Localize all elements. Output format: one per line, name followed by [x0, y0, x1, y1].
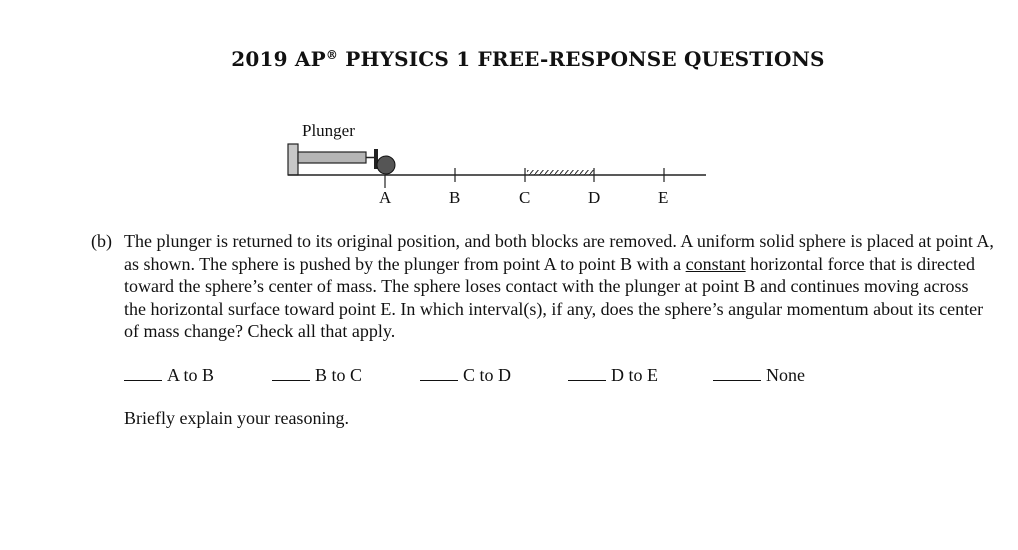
- explain-prompt: Briefly explain your reasoning.: [124, 408, 349, 428]
- choice-label: D to E: [611, 365, 658, 385]
- question-text-start: The plunger is returned to its original position, and both blocks are removed. A uniform solid sphere is placed at point A, as shown. The sphere is pushed by the plunger from point A to point B with a: [124, 231, 994, 274]
- choice-c-to-d[interactable]: [420, 365, 511, 386]
- sphere: [377, 156, 395, 174]
- choice-label: B to C: [315, 365, 363, 385]
- question-text-end: horizontal force that is directed toward the sphere’s center of mass. The sphere loses contact with the plunger at point B and continues moving across the horizontal surface toward point E. In which interval(s), if any, does the sphere’s angular momentum about its center of mass change? Check all that apply.: [124, 253, 984, 342]
- plunger-label: Plunger: [302, 121, 355, 140]
- title-prefix: 2019 AP: [231, 47, 326, 71]
- answer-blank[interactable]: [124, 365, 162, 381]
- answer-blank[interactable]: [713, 365, 761, 381]
- registered-mark: ®: [325, 48, 339, 62]
- choice-d-to-e[interactable]: [568, 365, 658, 386]
- underlined-constant: constant: [685, 253, 746, 274]
- plunger-housing: [288, 144, 298, 175]
- choice-a-to-b[interactable]: [124, 365, 214, 386]
- choice-label: A to B: [167, 365, 215, 385]
- choice-label: None: [766, 365, 805, 385]
- plunger-diagram: [0, 0, 1018, 215]
- point-label-c: C: [519, 188, 531, 207]
- answer-blank[interactable]: [420, 365, 458, 381]
- answer-blank[interactable]: [568, 365, 606, 381]
- answer-blank[interactable]: [272, 365, 310, 381]
- choice-none[interactable]: [713, 365, 805, 386]
- choice-label: C to D: [463, 365, 512, 385]
- point-label-d: D: [588, 188, 601, 207]
- plunger-rod: [298, 152, 366, 163]
- question-part-label: (b): [91, 231, 112, 251]
- point-label-a: A: [379, 188, 392, 207]
- title-suffix: PHYSICS 1 FREE-RESPONSE QUESTIONS: [338, 47, 825, 71]
- rough-surface-hatch: [527, 170, 594, 175]
- point-label-e: E: [658, 188, 669, 207]
- answer-choices: [124, 365, 1004, 389]
- question-text: [124, 230, 994, 343]
- choice-b-to-c[interactable]: [272, 365, 362, 386]
- point-label-b: B: [449, 188, 461, 207]
